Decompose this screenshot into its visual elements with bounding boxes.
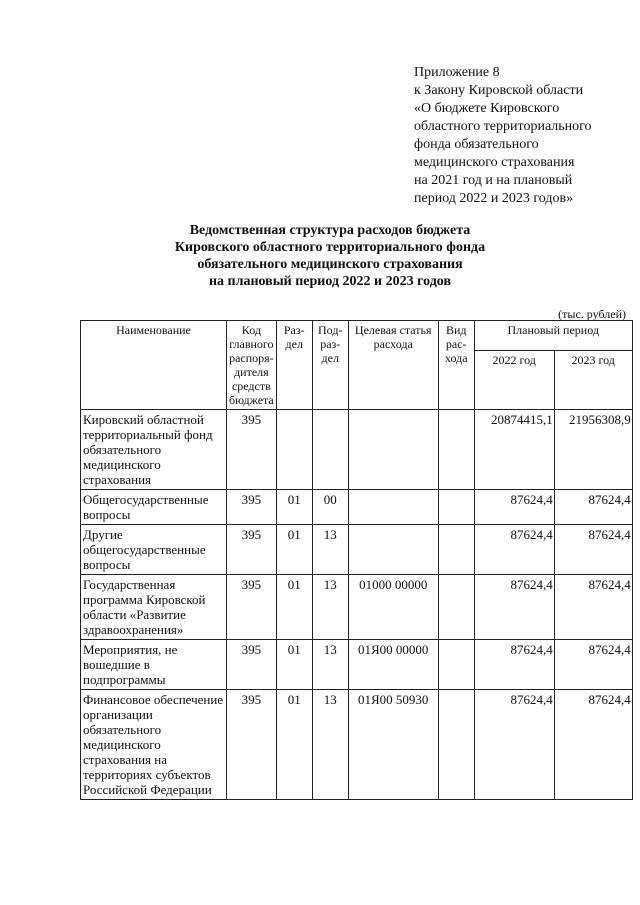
cell-subsection: 13	[312, 640, 348, 690]
cell-target: 01Я00 50930	[348, 690, 438, 800]
cell-type	[438, 525, 474, 575]
cell-name: Кировский областной территориальный фонд обязательного медицинского страхования	[81, 410, 227, 490]
cell-y2023: 87624,4	[554, 525, 632, 575]
cell-y2023: 87624,4	[554, 490, 632, 525]
header-2022: 2022 год	[474, 351, 554, 410]
cell-code: 395	[227, 525, 277, 575]
table-row	[81, 690, 633, 800]
cell-section	[276, 410, 312, 490]
cell-name: Государственная программа Кировской области «Развитие здравоохранения»	[81, 575, 227, 640]
table-row	[81, 490, 633, 525]
cell-type	[438, 640, 474, 690]
appendix-line: медицинского страхования	[414, 155, 575, 170]
title-line: Ведомственная структура расходов бюджета	[189, 223, 471, 238]
cell-subsection: 13	[312, 525, 348, 575]
table-row	[81, 410, 633, 490]
appendix-block	[414, 64, 634, 208]
cell-type	[438, 410, 474, 490]
header-2023: 2023 год	[554, 351, 632, 410]
cell-target	[348, 490, 438, 525]
cell-y2022: 87624,4	[474, 525, 554, 575]
cell-subsection: 00	[312, 490, 348, 525]
cell-section: 01	[276, 575, 312, 640]
appendix-line: фонда обязательного	[414, 137, 539, 152]
cell-name: Другие общегосударственные вопросы	[81, 525, 227, 575]
expenditure-table	[80, 320, 633, 800]
cell-code: 395	[227, 640, 277, 690]
cell-section: 01	[276, 640, 312, 690]
cell-type	[438, 575, 474, 640]
header-target: Целевая статья расхода	[348, 321, 438, 410]
cell-subsection: 13	[312, 690, 348, 800]
header-code: Код главного распоря-дителя средств бюджета	[227, 321, 277, 410]
unit-label: (тыс. рублей)	[558, 307, 626, 321]
appendix-line: период 2022 и 2023 годов»	[414, 191, 574, 206]
cell-section: 01	[276, 525, 312, 575]
cell-y2023: 21956308,9	[554, 410, 632, 490]
cell-type	[438, 690, 474, 800]
cell-name: Мероприятия, не вошедшие в подпрограммы	[81, 640, 227, 690]
cell-target: 01000 00000	[348, 575, 438, 640]
header-period: Плановый период	[474, 321, 632, 351]
cell-target	[348, 525, 438, 575]
cell-y2022: 20874415,1	[474, 410, 554, 490]
cell-section: 01	[276, 690, 312, 800]
cell-name: Общегосударственные вопросы	[81, 490, 227, 525]
appendix-line: к Закону Кировской области	[414, 83, 584, 98]
cell-section: 01	[276, 490, 312, 525]
cell-y2023: 87624,4	[554, 640, 632, 690]
document-title	[80, 222, 580, 290]
cell-y2022: 87624,4	[474, 490, 554, 525]
appendix-line: областного территориального	[414, 119, 592, 134]
header-name: Наименование	[81, 321, 227, 410]
cell-y2022: 87624,4	[474, 640, 554, 690]
table-row	[81, 640, 633, 690]
cell-subsection: 13	[312, 575, 348, 640]
appendix-line: «О бюджете Кировского	[414, 101, 560, 116]
cell-target: 01Я00 00000	[348, 640, 438, 690]
cell-y2023: 87624,4	[554, 690, 632, 800]
table-row	[81, 575, 633, 640]
header-subsection: Под-раз-дел	[312, 321, 348, 410]
title-line: обязательного медицинского страхования	[197, 257, 463, 272]
cell-name: Финансовое обеспечение организации обязательного медицинского страхования на территориях субъектов Российской Федерации	[81, 690, 227, 800]
appendix-line: на 2021 год и на плановый	[414, 173, 573, 188]
cell-y2022: 87624,4	[474, 690, 554, 800]
cell-target	[348, 410, 438, 490]
title-line: на плановый период 2022 и 2023 годов	[208, 274, 452, 289]
header-type: Вид рас-хода	[438, 321, 474, 410]
cell-code: 395	[227, 690, 277, 800]
header-section: Раз-дел	[276, 321, 312, 410]
cell-code: 395	[227, 575, 277, 640]
cell-code: 395	[227, 410, 277, 490]
cell-y2023: 87624,4	[554, 575, 632, 640]
title-line: Кировского областного территориального фонда	[174, 240, 486, 255]
cell-type	[438, 490, 474, 525]
cell-subsection	[312, 410, 348, 490]
cell-y2022: 87624,4	[474, 575, 554, 640]
appendix-line: Приложение 8	[414, 65, 500, 80]
table-row	[81, 525, 633, 575]
cell-code: 395	[227, 490, 277, 525]
